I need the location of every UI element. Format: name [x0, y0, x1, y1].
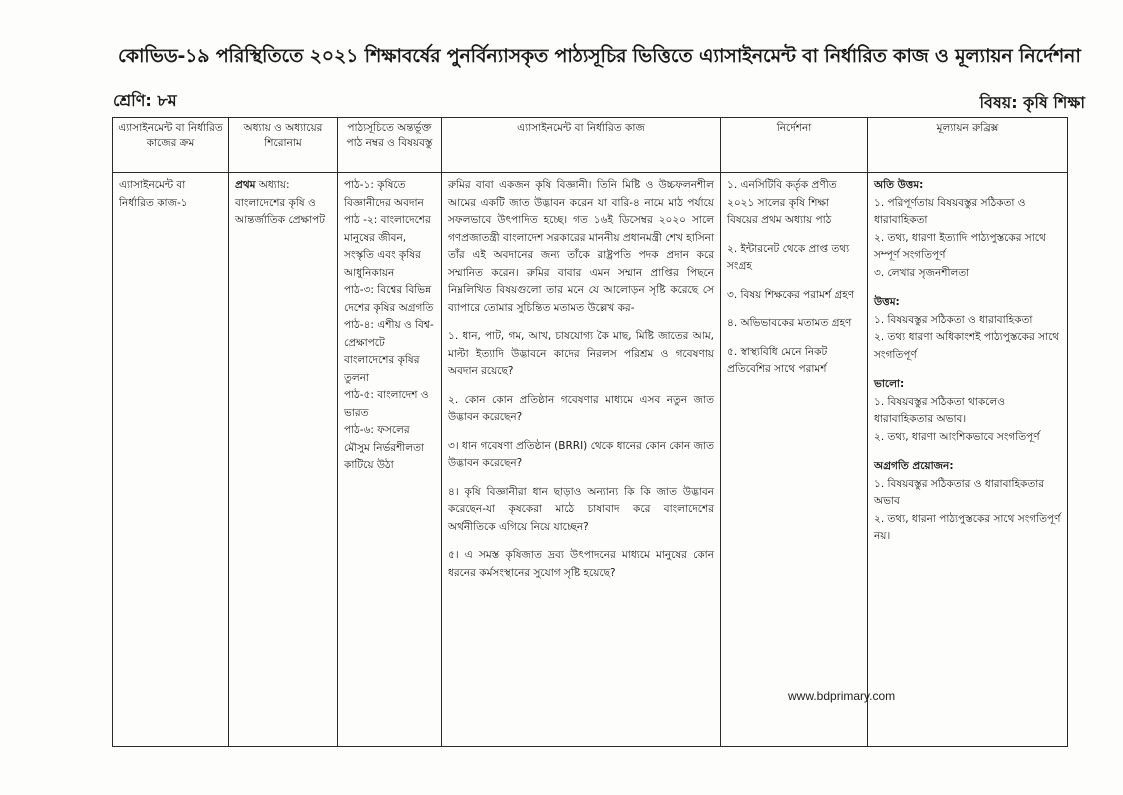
- header-assignment-order: এ্যাসাইনমেন্ট বা নির্ধারিত কাজের ক্রম: [113, 118, 229, 173]
- assignment-number-cell: [113, 173, 229, 747]
- lesson-item: পাঠ-১: কৃষিতে বিজ্ঞানীদের অবদান: [344, 179, 424, 209]
- subject-label: বিষয়: কৃষি শিক্ষা: [979, 93, 1085, 112]
- lesson-item: পাঠ-৫: বাংলাদেশ ও ভারত: [344, 389, 429, 419]
- lessons-cell: [338, 173, 442, 747]
- rubric-item: ১. বিষয়বস্তুর সঠিকতা ও ধারাবাহিকতা: [874, 313, 1033, 326]
- rubric-item: ২. তথ্য, ধারণা ইত্যাদি পাঠ্যপুস্তকের সাথে সম্পূর্ণ সংগতিপূর্ণ: [874, 231, 1046, 261]
- lesson-item: পাঠ-৪: এশীয় ও বিশ্ব-প্রেক্ষাপটে বাংলাদেশের কৃষির তুলনা: [344, 319, 434, 384]
- assignment-table: [112, 117, 1068, 747]
- rubric-item: ২. তথ্য ধারণা অধিকাংশই পাঠ্যপুস্তকের সাথে সংগতিপূর্ণ: [874, 331, 1060, 361]
- chapter-ordinal: প্রথম: [235, 179, 256, 191]
- rubric-level: ভালো:: [874, 378, 905, 390]
- task-intro: রুমির বাবা একজন কৃষি বিজ্ঞানী। তিনি মিষ্টি ও উচ্চফলনশীল আমের একটি জাত উদ্ভাবন করেন যা বারি-৪ নামে মাঠ পর্যায়ে সফলভাবে উৎপাদিত হচ্ছে। গত ১৬ই ডিসেম্বর ২০২০ সালে গণপ্রজাতন্ত্রী বাংলাদেশ সরকারের মাননীয় প্রধানমন্ত্রী শেখ হাসিনা তাঁর এই অবদানের জন্য তাঁকে রাষ্ট্রপতি পদক প্রদান করে সম্মানিত করেন। রুমির বাবার এমন সম্মান প্রাপ্তির পিছনে নিম্নলিখিত বিষয়গুলো তার মনে যে আলোড়ন সৃষ্টি করেছে সে ব্যাপারে তোমার সুচিন্তিত মতামত উল্লেখ কর-: [448, 179, 714, 314]
- class-label: শ্রেণি: ৮ম: [113, 91, 177, 110]
- task-question: ১. ধান, পাট, গম, আখ, চাষযোগ্য কৈ মাছ, মিষ্টি জাতের আম, মাল্টা ইত্যাদি উদ্ভাবনে কাদের নিরলস পরিশ্রম ও গবেষণায় অবদান রয়েছে?: [448, 330, 714, 377]
- rubric-level: উত্তম:: [874, 296, 900, 308]
- header-lessons: পাঠ্যসূচিতে অন্তর্ভূক্ত পাঠ নম্বর ও বিষয়বস্তু: [338, 118, 442, 173]
- task-question: ৪। কৃষি বিজ্ঞানীরা ধান ছাড়াও অন্যান্য কি কি জাত উদ্ভাবন করেছেন-যা কৃষকেরা মাঠে চাষাবাদ করে বাংলাদেশের অর্থনীতিকে এগিয়ে নিয়ে যাচ্ছেন?: [448, 485, 714, 533]
- header-instructions: নির্দেশনা: [721, 118, 868, 173]
- rubric-level: অতি উত্তম:: [874, 179, 924, 191]
- instruction-item: ২. ইন্টারনেট থেকে প্রাপ্ত তথ্য সংগ্রহ: [727, 242, 850, 272]
- instruction-item: ৫. স্বাস্থ্যবিধি মেনে নিকট প্রতিবেশির সাথে পরামর্শ: [727, 345, 828, 375]
- task-cell: [442, 173, 721, 747]
- rubric-level: অগ্রগতি প্রয়োজন:: [874, 460, 954, 472]
- rubric-item: ১. বিষয়বস্তুর সঠিকতার ও ধারাবাহিকতার অভাব: [874, 477, 1045, 507]
- table-header-row: [113, 118, 1068, 173]
- header-rubrics: মূল্যায়ন রুব্রিক্স: [868, 118, 1068, 173]
- chapter-title: অধ্যায়: বাংলাদেশের কৃষি ও আন্তর্জাতিক প্রেক্ষাপট: [235, 179, 325, 226]
- instruction-item: ১. এনসিটিবি কর্তৃক প্রণীত ২০২১ সালের কৃষি শিক্ষা বিষয়ের প্রথম অধ্যায় পাঠ: [727, 179, 837, 226]
- watermark-url: www.bdprimary.com: [788, 689, 896, 703]
- task-question: ২. কোন কোন প্রতিষ্ঠান গবেষণার মাধ্যমে এসব নতুন জাত উদ্ভাবন করেছেন?: [448, 393, 714, 423]
- lesson-item: পাঠ-৩: বিশ্বের বিভিন্ন দেশের কৃষির অগ্রগতি: [344, 284, 434, 314]
- instruction-item: ৩. বিষয় শিক্ষকের পরামর্শ গ্রহণ: [727, 288, 855, 301]
- assignment-number: এ্যাসাইনমেন্ট বা নির্ধারিত কাজ-১: [119, 179, 188, 209]
- lesson-item: পাঠ-৬: ফসলের মৌসুম নির্ভরশীলতা কাটিয়ে উঠা: [344, 424, 425, 471]
- page-title: কোভিড-১৯ পরিস্থিতিতে ২০২১ শিক্ষাবর্ষের পুনর্বিন্যাসকৃত পাঠ্যসূচির ভিত্তিতে এ্যাসাইনমেন্ট বা নির্ধারিত কাজ ও মূল্যায়ন নির্দেশনা: [118, 45, 1081, 67]
- rubric-item: ২. তথ্য, ধারণা আংশিকভাবে সংগতিপূর্ণ: [874, 430, 1040, 443]
- rubric-item: ২. তথ্য, ধারনা পাঠ্যপুস্তকের সাথে সংগতিপূর্ণ নয়।: [874, 512, 1061, 542]
- header-chapter: অধ্যায় ও অধ্যায়ের শিরোনাম: [229, 118, 338, 173]
- task-question: ৫। এ সমস্ত কৃষিজাত দ্রব্য উৎপাদনের মাধ্যমে মানুষের কোন ধরনের কর্মসংস্থানের সুযোগ সৃষ্টি হয়েছে?: [448, 549, 714, 579]
- instructions-cell: [721, 173, 868, 747]
- chapter-cell: [229, 173, 338, 747]
- rubric-item: ৩. লেখার সৃজনশীলতা: [874, 266, 970, 279]
- instruction-item: ৪. অভিভাবকের মতামত গ্রহণ: [727, 317, 852, 329]
- table-row: [113, 173, 1068, 747]
- task-question: ৩। ধান গবেষণা প্রতিষ্ঠান (BRRI) থেকে ধানের কোন কোন জাত উদ্ভাবন করেছেন?: [448, 439, 714, 469]
- rubric-item: ১. পরিপূর্ণতায় বিষয়বস্তুর সঠিকতা ও ধারাবাহিকতা: [874, 196, 1026, 226]
- rubric-item: ১. বিষয়বস্তুর সঠিকতা থাকলেও ধারাবাহিকতার অভাব।: [874, 395, 1005, 425]
- header-task: এ্যাসাইনমেন্ট বা নির্ধারিত কাজ: [442, 118, 721, 173]
- lesson-item: পাঠ -২: বাংলাদেশের মানুষের জীবন, সংস্কৃতি এবং কৃষির আধুনিকায়ন: [344, 214, 431, 279]
- rubric-cell: [868, 173, 1068, 747]
